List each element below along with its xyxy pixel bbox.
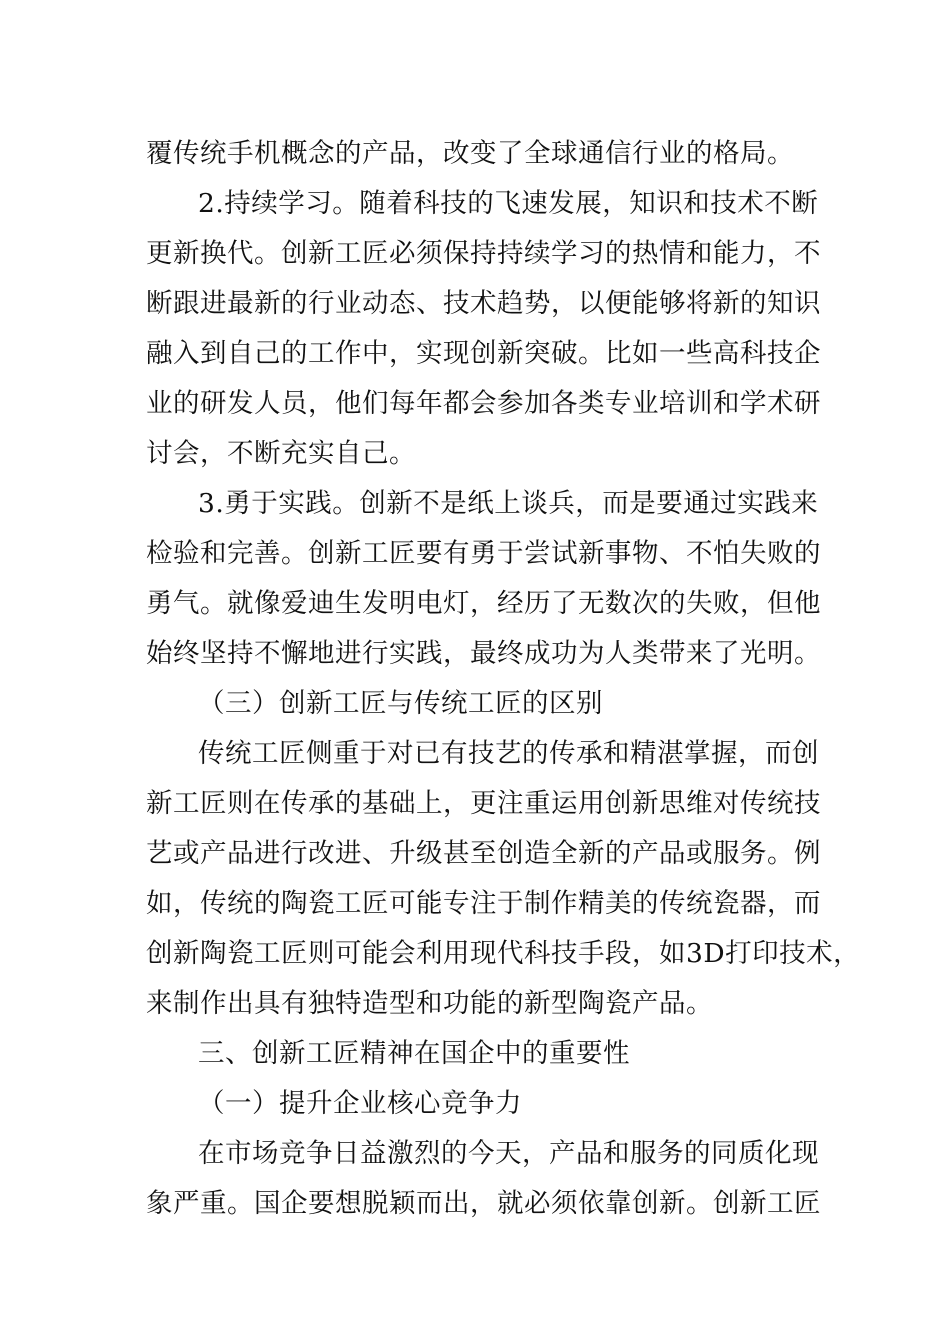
text-line: 如，传统的陶瓷工匠可能专注于制作精美的传统瓷器，而	[146, 888, 821, 919]
list-item-heading: 3.勇于实践。创新不是纸上谈兵，而是要通过实践来	[198, 488, 819, 519]
text-line: 断跟进最新的行业动态、技术趋势，以便能够将新的知识	[146, 288, 821, 319]
section-heading: （一）提升企业核心竞争力	[198, 1088, 522, 1119]
text-line: 艺或产品进行改进、升级甚至创造全新的产品或服务。例	[146, 838, 821, 869]
text-line: 创新陶瓷工匠则可能会利用现代科技手段，如3D打印技术，	[146, 938, 861, 969]
paragraph-start: 传统工匠侧重于对已有技艺的传承和精湛掌握，而创	[198, 738, 819, 769]
text-line: 检验和完善。创新工匠要有勇于尝试新事物、不怕失败的	[146, 538, 821, 569]
text-line: 更新换代。创新工匠必须保持持续学习的热情和能力，不	[146, 238, 821, 269]
text-line: 融入到自己的工作中，实现创新突破。比如一些高科技企	[146, 338, 821, 369]
section-heading: （三）创新工匠与传统工匠的区别	[198, 688, 603, 719]
text-line: 业的研发人员，他们每年都会参加各类专业培训和学术研	[146, 388, 821, 419]
text-line: 象严重。国企要想脱颖而出，就必须依靠创新。创新工匠	[146, 1188, 821, 1219]
text-line: 新工匠则在传承的基础上，更注重运用创新思维对传统技	[146, 788, 821, 819]
paragraph-start: 在市场竞争日益激烈的今天，产品和服务的同质化现	[198, 1138, 819, 1169]
text-line: 始终坚持不懈地进行实践，最终成功为人类带来了光明。	[146, 638, 821, 669]
text-line: 勇气。就像爱迪生发明电灯，经历了无数次的失败，但他	[146, 588, 821, 619]
list-item-heading: 2.持续学习。随着科技的飞速发展，知识和技术不断	[198, 188, 819, 219]
text-line: 讨会，不断充实自己。	[146, 438, 416, 469]
text-line: 来制作出具有独特造型和功能的新型陶瓷产品。	[146, 988, 713, 1019]
text-line: 覆传统手机概念的产品，改变了全球通信行业的格局。	[146, 138, 794, 169]
chapter-heading: 三、创新工匠精神在国企中的重要性	[198, 1038, 630, 1069]
